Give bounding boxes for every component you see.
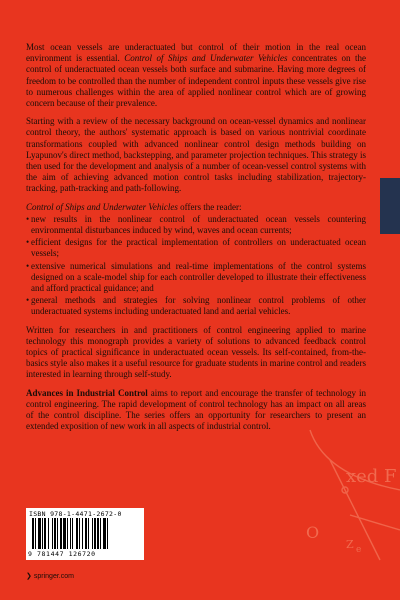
series-name: Advances in Industrial Control [26,387,148,398]
paragraph-offers [26,202,366,213]
intro-text-b: concentrates on the control of underactuated ocean vessels both surface and submarine. Having more degrees of freedom to be controlled than the number of independent control inputs these vessels give rise to numerous challenges within the area of applied nonlinear control which are of growing concern because of their prevalence. [26,53,366,109]
barcode-bar [97,518,99,549]
barcode-bar [107,518,108,549]
paragraph-audience: Written for researchers in and practitioners of control engineering applied to marine technology this monograph provides a variety of solutions to advanced feedback control topics of practical significance in underactuated ocean vessels. Its self-contained, from-the-basics style also makes it a useful resource for graduate students in marine control and readers interested in learning through self-study. [26,324,366,380]
barcode-bar [79,518,80,549]
list-item: • extensive numerical simulations and real-time implementations of the control systems designed on a scale-model ship for each controller developed to illustrate their effectiveness and afford practical guidance; and [26,261,366,295]
paragraph-series [26,388,366,433]
barcode [26,508,144,560]
series-description: aims to report and encourage the transfer of technology in control engineering. The rapid development of control technology has an impact on all areas of the control discipline. The series offers an opportunity for researchers to present an extended exposition of new work in all aspects of industrial control. [26,387,366,432]
series-color-tab [380,178,400,234]
watermark-text-3: Z [346,538,354,551]
watermark-text-1: xed F [346,466,397,487]
isbn-label: ISBN 978-1-4471-2672-0 [29,510,122,518]
barcode-digits: 9 781447 126720 [28,550,96,558]
barcode-bar [42,518,43,549]
blurb-text [26,42,366,440]
watermark-text-2: O [306,523,320,542]
barcode-bar [38,518,41,549]
barcode-bar [103,518,106,549]
feature-list [26,214,366,318]
paragraph-intro [26,42,366,109]
book-title-italic: Control of Ships and Underwater Vehicles [124,53,288,64]
barcode-bar [63,518,66,549]
barcode-bar [76,518,78,549]
barcode-bar [54,518,56,549]
barcode-bar [92,518,93,549]
barcode-bar [85,518,87,549]
barcode-bar [88,518,89,549]
list-item: • new results in the nonlinear control of underactuated ocean vessels countering environmental disturbances induced by wind, waves and ocean currents; [26,214,366,236]
barcode-bar [70,518,71,549]
barcode-bar [67,518,68,549]
book-title-italic-2: Control of Ships and Underwater Vehicles [26,201,178,212]
barcode-bar [60,518,62,549]
intro-text-a: Most ocean vessels are underactuated but control of their motion in the real ocean environment is essential. [26,42,366,64]
barcode-bar [52,518,53,549]
publisher-url: springer.com [33,573,74,580]
paragraph-approach: Starting with a review of the necessary background on ocean-vessel dynamics and nonlinear control theory, the authors' systematic approach is based on various nontrivial coordinate transformations coupled with advanced nonlinear control design methods building on Lyapunov's direct method, backstepping, and parameter projection techniques. This strategy is then used for the development and analysis of a number of ocean-vessel control systems with the aim of achieving advanced motion control tasks including stabilization, trajectory-tracking, path-tracking and path-following. [26,116,366,194]
axis-diagram-watermark [290,420,400,570]
barcode-bar [82,518,83,549]
publisher-link[interactable] [26,572,74,580]
barcode-bar [94,518,96,549]
barcode-bar [100,518,101,549]
barcode-bar [35,518,36,549]
barcode-bar [44,518,46,549]
arrow-right-icon: ❯ [26,573,32,580]
barcode-bar [57,518,58,549]
barcode-bar [48,518,49,549]
offers-text: offers the reader: [177,201,242,212]
barcode-bar [72,518,73,549]
watermark-text-4: e [356,545,362,555]
barcode-bars [32,518,138,549]
list-item: • efficient designs for the practical implementation of controllers on underactuated ocean vessels; [26,237,366,259]
barcode-bar [32,518,34,549]
list-item: • general methods and strategies for solving nonlinear control problems of other underactuated systems including underactuated land and aerial vehicles. [26,295,366,317]
